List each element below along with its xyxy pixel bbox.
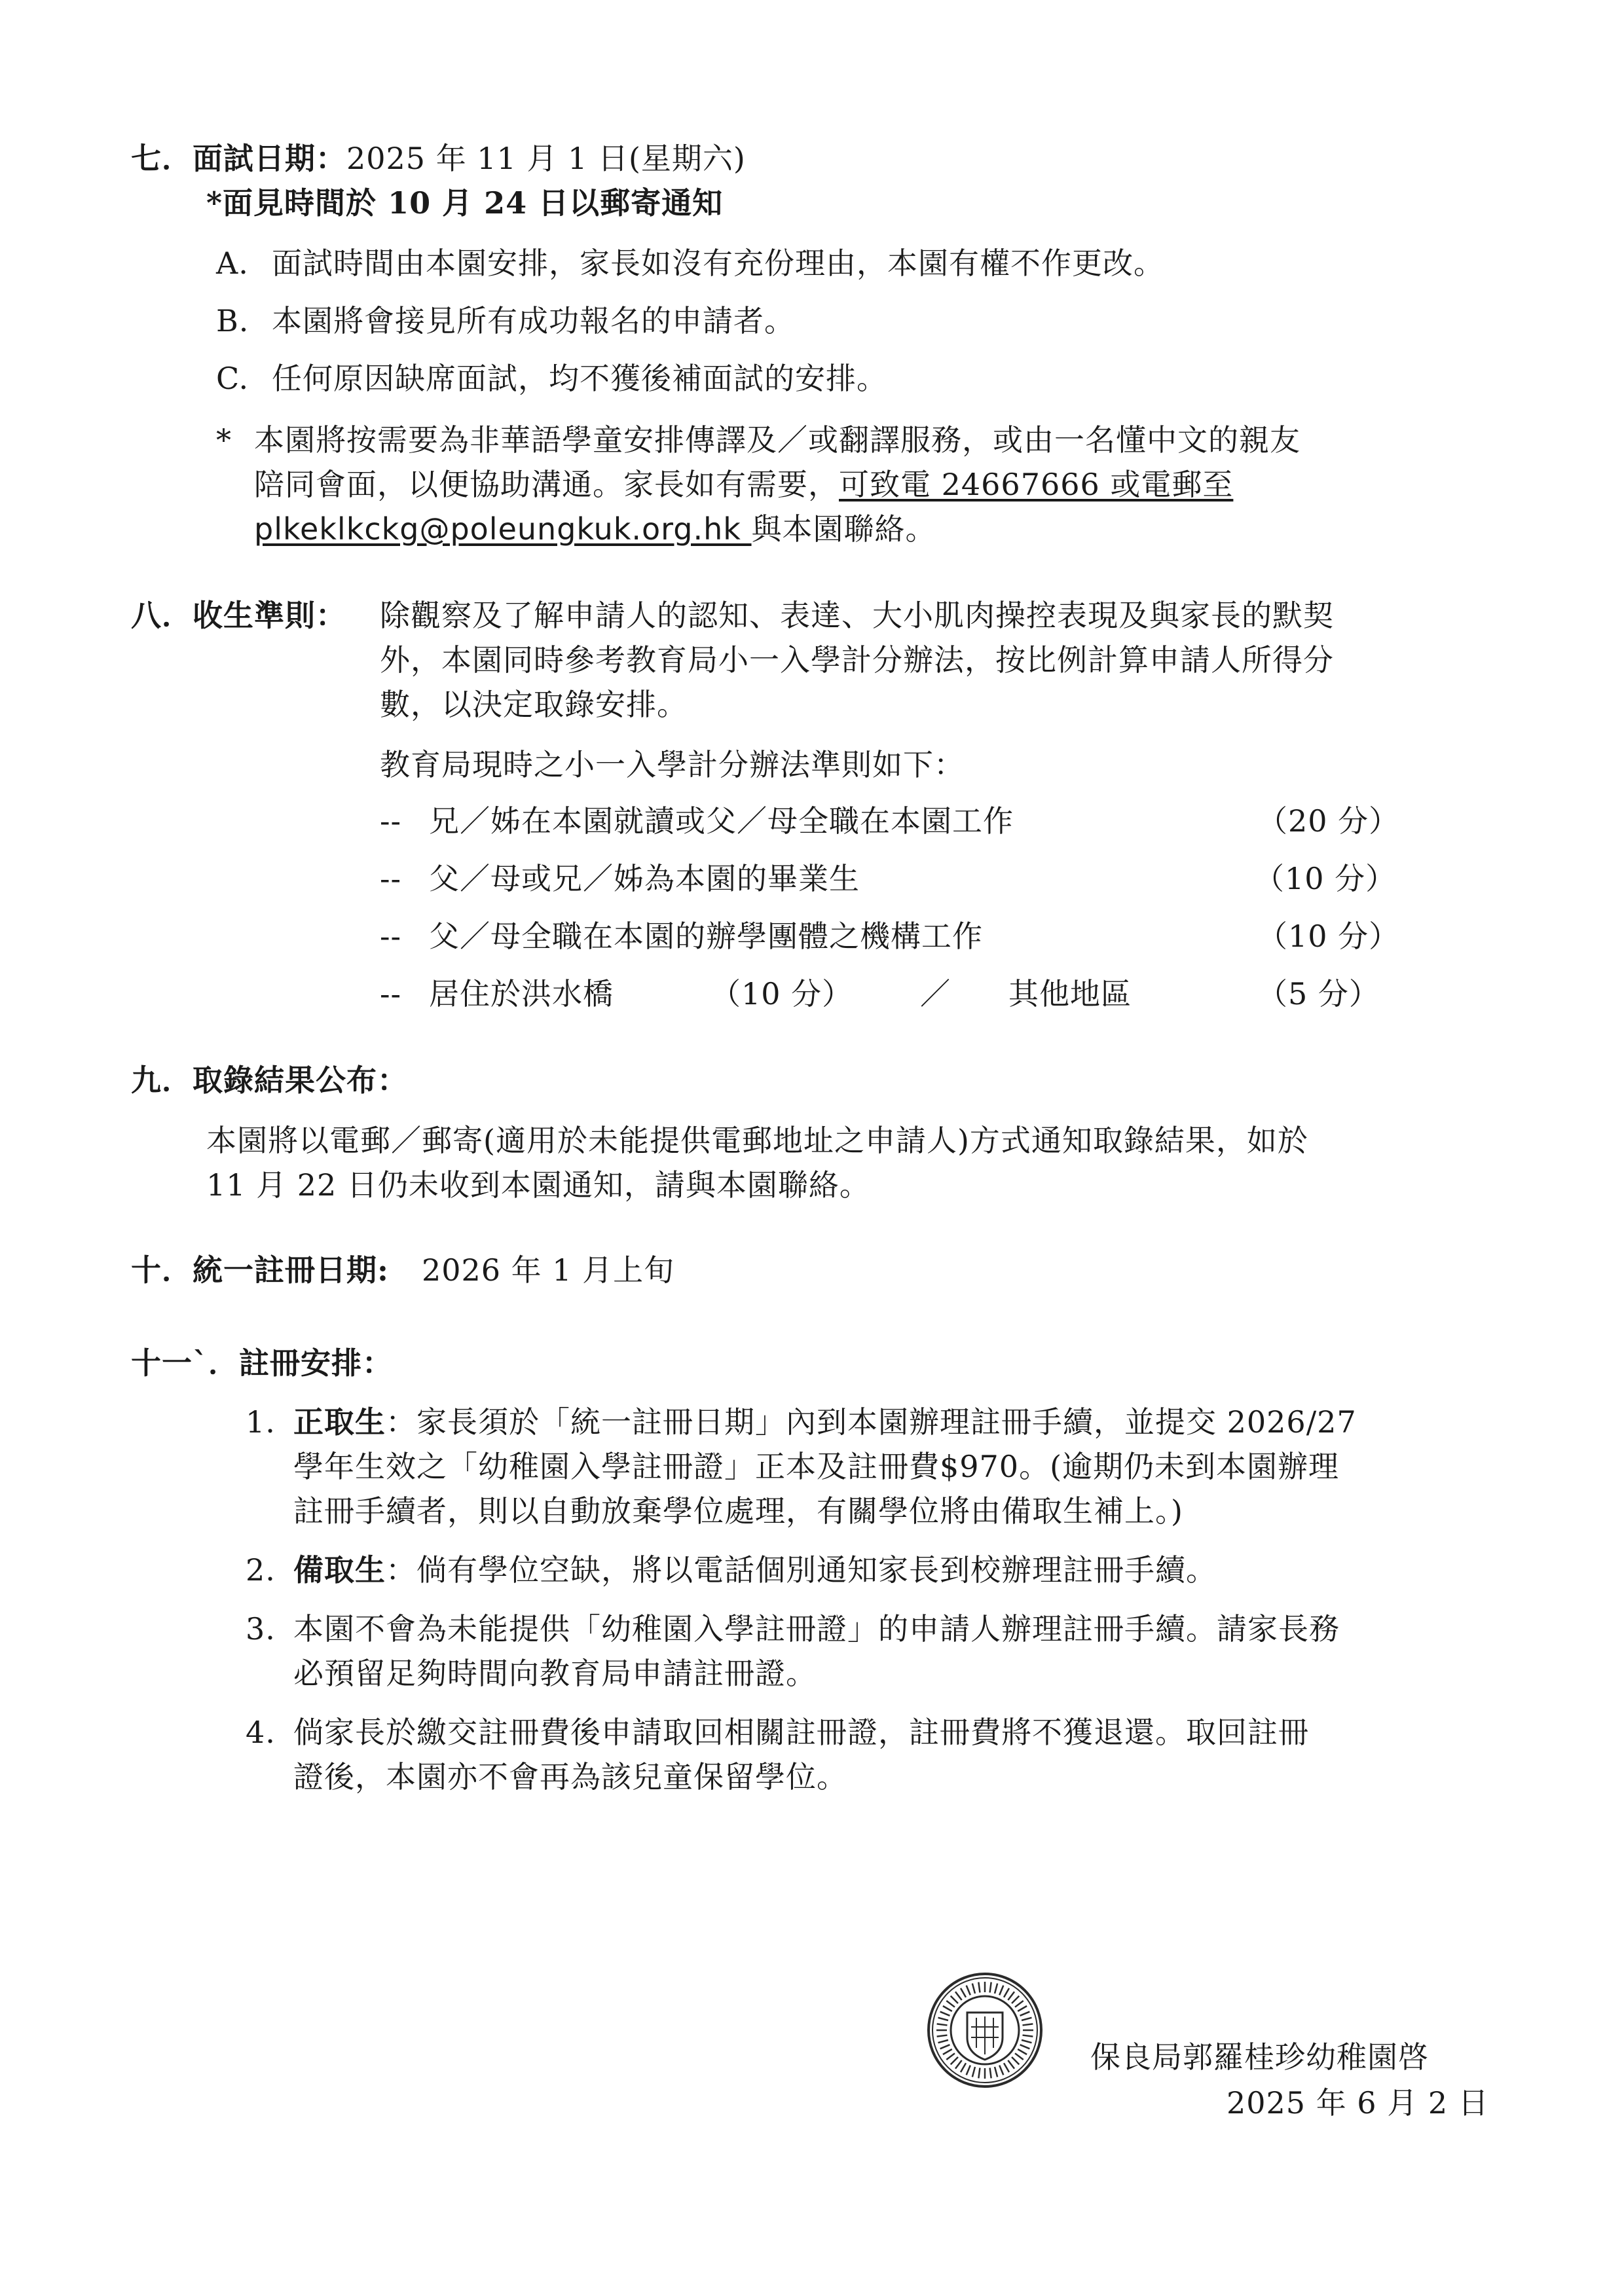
s11-item-1-line-2: 學年生效之「幼稚園入學註冊證」正本及註冊費$970。(逾期仍未到本園辦理 bbox=[293, 1449, 1340, 1484]
contact-email-link[interactable]: plkeklkckg@poleungkuk.org.hk bbox=[254, 511, 752, 547]
s7-star-line3 bbox=[254, 509, 936, 549]
s11-item-3-line-2: 必預留足夠時間向教育局申請註冊證。 bbox=[293, 1656, 817, 1691]
s8-sub-heading: 教育局現時之小一入學計分辦法準則如下： bbox=[380, 747, 965, 782]
s11-item-2-num: 2. bbox=[246, 1552, 276, 1588]
s9-line-2: 11 月 22 日仍未收到本園通知，請與本園聯絡。 bbox=[206, 1167, 870, 1203]
s11-item-1-num: 1. bbox=[246, 1404, 276, 1440]
criteria-sponsor: 父／母全職在本園的辦學團體之機構工作 bbox=[429, 919, 983, 954]
s11-item-1-label: 正取生 bbox=[293, 1404, 386, 1440]
s11-item-1-line-3: 註冊手續者，則以自動放棄學位處理，有關學位將由備取生補上。) bbox=[293, 1493, 1183, 1529]
s7-item-a-marker: A. bbox=[216, 246, 249, 281]
s11-item-3-num: 3. bbox=[246, 1611, 276, 1647]
criteria-alumni-score: （10 分） bbox=[1254, 861, 1397, 896]
s9-heading: 九．取錄結果公布： bbox=[131, 1063, 408, 1098]
s7-item-a: 面試時間由本園安排，家長如沒有充份理由，本園有權不作更改。 bbox=[272, 246, 1164, 281]
criteria-residence-separator: ／ bbox=[920, 976, 951, 1011]
s11-item-4-num: 4. bbox=[246, 1715, 276, 1750]
s8-heading: 八．收生準則： bbox=[131, 598, 346, 633]
criteria-alumni: 父／母或兄／姊為本園的畢業生 bbox=[429, 861, 860, 896]
s7-note: *面見時間於 10 月 24 日以郵寄通知 bbox=[206, 185, 724, 221]
s11-item-2-line-1 bbox=[293, 1550, 1217, 1590]
s7-item-b: 本園將會接見所有成功報名的申請者。 bbox=[272, 303, 795, 338]
criteria-dash: -- bbox=[380, 976, 402, 1011]
criteria-dash: -- bbox=[380, 919, 402, 954]
s11-item-4-line-1: 倘家長於繳交註冊費後申請取回相關註冊證，註冊費將不獲退還。取回註冊 bbox=[293, 1715, 1309, 1750]
criteria-dash: -- bbox=[380, 803, 402, 839]
s7-heading-line bbox=[131, 139, 746, 178]
s8-line-3: 數，以決定取錄安排。 bbox=[380, 687, 688, 722]
s7-star-line2 bbox=[254, 465, 1233, 504]
criteria-dash: -- bbox=[380, 861, 402, 896]
s11-heading: 十一`．註冊安排： bbox=[131, 1345, 393, 1381]
criteria-residence-other-score: （5 分） bbox=[1257, 976, 1380, 1011]
s8-line-2: 外，本園同時參考教育局小一入學計分辦法，按比例計算申請人所得分 bbox=[380, 642, 1334, 678]
s7-star-line1: 本園將按需要為非華語學童安排傳譯及／或翻譯服務，或由一名懂中文的親友 bbox=[254, 422, 1301, 458]
s11-item-2-label: 備取生 bbox=[293, 1552, 386, 1588]
school-seal-icon bbox=[927, 1972, 1043, 2088]
footer-date: 2025 年 6 月 2 日 bbox=[1227, 2085, 1489, 2121]
s7-item-b-marker: B. bbox=[216, 303, 249, 338]
s11-item-3-line-1: 本園不會為未能提供「幼稚園入學註冊證」的申請人辦理註冊手續。請家長務 bbox=[293, 1611, 1340, 1647]
s11-item-4-line-2: 證後，本園亦不會再為該兒童保留學位。 bbox=[293, 1759, 847, 1795]
criteria-sponsor-score: （10 分） bbox=[1257, 919, 1400, 954]
s7-item-c: 任何原因缺席面試，均不獲後補面試的安排。 bbox=[272, 361, 887, 396]
s7-item-c-marker: C. bbox=[216, 361, 249, 396]
s11-item-1-line-1 bbox=[293, 1402, 1357, 1442]
s10-value: 2026 年 1 月上旬 bbox=[421, 1252, 675, 1288]
s7-star-marker: * bbox=[216, 422, 232, 458]
s7-star-line2-text: 陪同會面，以便協助溝通。家長如有需要， bbox=[254, 467, 839, 502]
s10-heading: 十．統一註冊日期: bbox=[131, 1252, 389, 1288]
s7-date: 2025 年 11 月 1 日(星期六) bbox=[346, 141, 746, 176]
s10-line bbox=[131, 1250, 674, 1290]
criteria-residence-other: 其他地區 bbox=[1008, 976, 1132, 1011]
criteria-residence-hsk-score: （10 分） bbox=[710, 976, 853, 1011]
s11-item-1-text: ：家長須於「統一註冊日期」內到本園辦理註冊手續，並提交 2026/27 bbox=[386, 1404, 1357, 1440]
contact-phone-text: 可致電 24667666 或電郵至 bbox=[839, 467, 1234, 502]
s7-star-line3-rest: 與本園聯絡。 bbox=[751, 511, 936, 547]
s11-item-2-text: ：倘有學位空缺，將以電話個別通知家長到校辦理註冊手續。 bbox=[386, 1552, 1217, 1588]
criteria-residence-hsk: 居住於洪水橋 bbox=[429, 976, 614, 1011]
s9-line-1: 本園將以電郵／郵寄(適用於未能提供電郵地址之申請人)方式通知取錄結果，如於 bbox=[206, 1123, 1308, 1158]
footer-org: 保良局郭羅桂珍幼稚園啓 bbox=[1090, 2039, 1429, 2075]
s7-heading: 七．面試日期： bbox=[131, 141, 346, 176]
s8-line-1: 除觀察及了解申請人的認知、表達、大小肌肉操控表現及與家長的默契 bbox=[380, 598, 1334, 633]
criteria-sibling: 兄／姊在本園就讀或父／母全職在本園工作 bbox=[429, 803, 1014, 839]
criteria-sibling-score: （20 分） bbox=[1257, 803, 1400, 839]
